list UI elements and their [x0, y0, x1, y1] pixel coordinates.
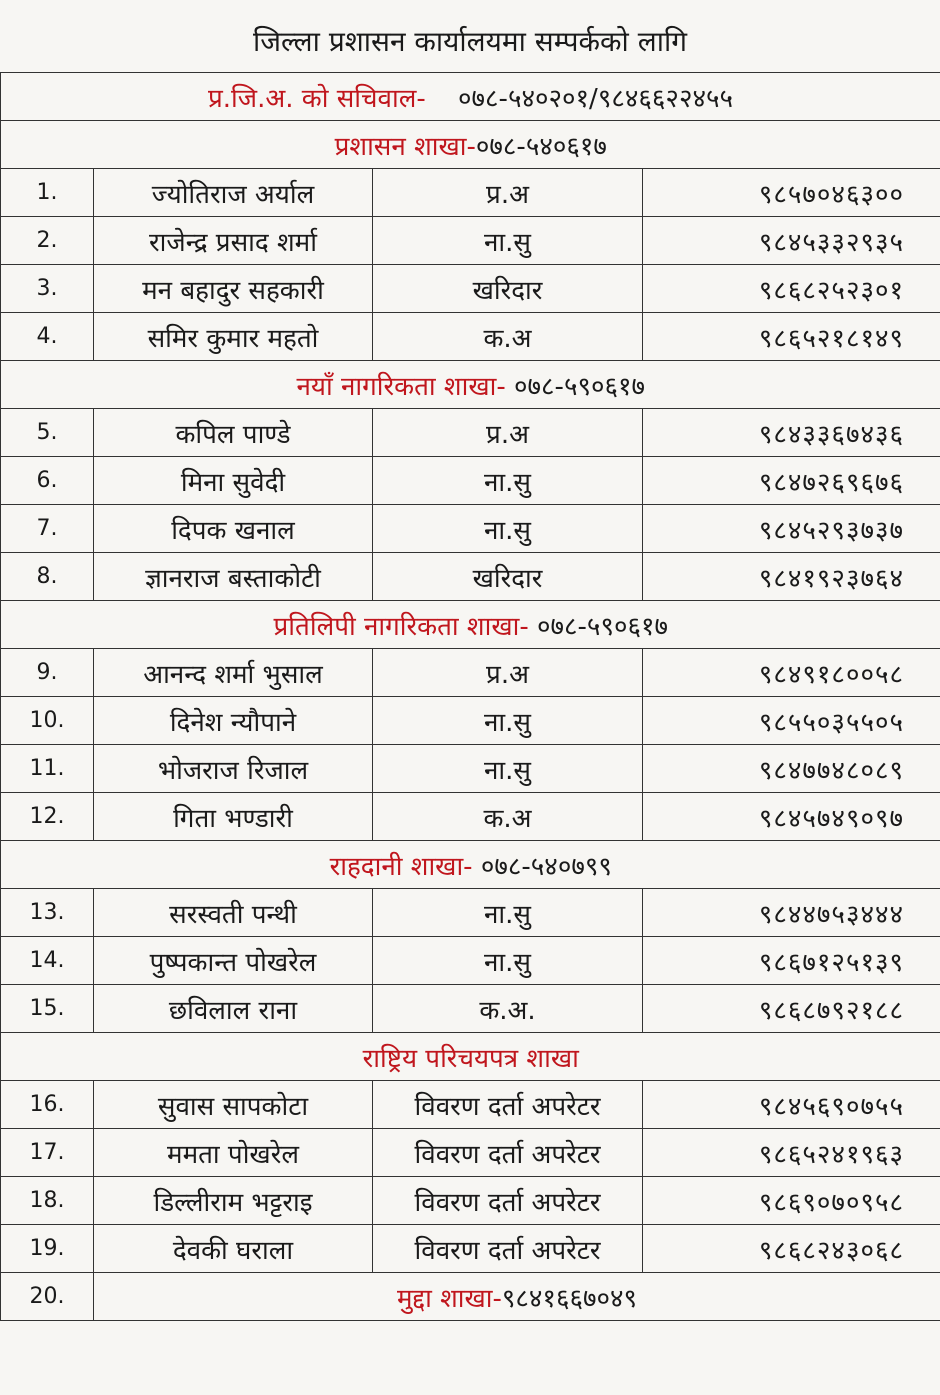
section-label: राहदानी शाखा- — [329, 851, 481, 882]
section-label: राष्ट्रिय परिचयपत्र शाखा — [362, 1043, 579, 1074]
staff-post: विवरण दर्ता अपरेटर — [373, 1225, 643, 1273]
phone-number: ९८६५२१८१४९ — [643, 313, 940, 361]
serial-number: 3. — [1, 265, 94, 313]
table-row — [1, 649, 940, 697]
staff-post: क.अ — [373, 793, 643, 841]
table-row — [1, 985, 940, 1033]
staff-name: दिपक खनाल — [94, 505, 373, 553]
table-row — [1, 889, 940, 937]
staff-post: क.अ. — [373, 985, 643, 1033]
staff-post: ना.सु — [373, 505, 643, 553]
staff-name: डिल्लीराम भट्टराइ — [94, 1177, 373, 1225]
staff-post: ना.सु — [373, 457, 643, 505]
section-label: प्रतिलिपी नागरिकता शाखा- — [273, 611, 537, 642]
serial-number: 1. — [1, 169, 94, 217]
secretary-row — [1, 73, 940, 121]
table-row — [1, 409, 940, 457]
phone-number: ९८६९०७०९५८ — [643, 1177, 940, 1225]
serial-number: 6. — [1, 457, 94, 505]
staff-name: आनन्द शर्मा भुसाल — [94, 649, 373, 697]
staff-post: विवरण दर्ता अपरेटर — [373, 1177, 643, 1225]
phone-number: ९८४९१८००५८ — [643, 649, 940, 697]
staff-name: समिर कुमार महतो — [94, 313, 373, 361]
phone-number: ९८६७१२५१३९ — [643, 937, 940, 985]
contact-table — [0, 72, 940, 1321]
phone-number: ९८४४७५३४४४ — [643, 889, 940, 937]
table-row — [1, 745, 940, 793]
staff-post: ना.सु — [373, 889, 643, 937]
table-row — [1, 793, 940, 841]
section-header-row — [1, 361, 940, 409]
table-row — [1, 697, 940, 745]
serial-number: 8. — [1, 553, 94, 601]
serial-number: 15. — [1, 985, 94, 1033]
staff-post: विवरण दर्ता अपरेटर — [373, 1129, 643, 1177]
serial-number: 20. — [1, 1273, 94, 1321]
staff-name: राजेन्द्र प्रसाद शर्मा — [94, 217, 373, 265]
staff-name: दिनेश न्यौपाने — [94, 697, 373, 745]
staff-name: भोजराज रिजाल — [94, 745, 373, 793]
phone-number: ९८४५७४९०९७ — [643, 793, 940, 841]
staff-post: ना.सु — [373, 745, 643, 793]
staff-name: पुष्पकान्त पोखरेल — [94, 937, 373, 985]
section-number: ०७८-५९०६१७ — [514, 371, 646, 402]
section-header-row — [1, 601, 940, 649]
section-header-row — [1, 841, 940, 889]
staff-name: गिता भण्डारी — [94, 793, 373, 841]
staff-name: सुवास सापकोटा — [94, 1081, 373, 1129]
phone-number: ९८४५६९०७५५ — [643, 1081, 940, 1129]
staff-post: प्र.अ — [373, 409, 643, 457]
staff-name: सरस्वती पन्थी — [94, 889, 373, 937]
table-row — [1, 457, 940, 505]
table-row — [1, 1177, 940, 1225]
serial-number: 19. — [1, 1225, 94, 1273]
table-row — [1, 265, 940, 313]
staff-post: ना.सु — [373, 937, 643, 985]
staff-name: ममता पोखरेल — [94, 1129, 373, 1177]
section-label: प्रशासन शाखा- — [334, 131, 476, 162]
table-row — [1, 553, 940, 601]
staff-post: खरिदार — [373, 265, 643, 313]
table-row — [1, 505, 940, 553]
staff-post: ना.सु — [373, 697, 643, 745]
table-row — [1, 1129, 940, 1177]
phone-number: ९८५५०३५५०५ — [643, 697, 940, 745]
phone-number: ९८४१९२३७६४ — [643, 553, 940, 601]
section-label: नयाँ नागरिकता शाखा- — [296, 371, 514, 402]
phone-number: ९८५७०४६३०० — [643, 169, 940, 217]
staff-name: मिना सुवेदी — [94, 457, 373, 505]
staff-post: क.अ — [373, 313, 643, 361]
secretary-label: प्र.जि.अ. को सचिवाल- — [208, 83, 426, 114]
table-row — [1, 313, 940, 361]
phone-number: ९८४७२६९६७६ — [643, 457, 940, 505]
section-header-row — [1, 121, 940, 169]
serial-number: 2. — [1, 217, 94, 265]
serial-number: 4. — [1, 313, 94, 361]
serial-number: 12. — [1, 793, 94, 841]
staff-name: देवकी घराला — [94, 1225, 373, 1273]
serial-number: 9. — [1, 649, 94, 697]
serial-number: 11. — [1, 745, 94, 793]
phone-number: ९८६५२४१९६३ — [643, 1129, 940, 1177]
phone-number: ९८४५३३२९३५ — [643, 217, 940, 265]
phone-number: ९८४७७४८०८९ — [643, 745, 940, 793]
section-label: मुद्दा शाखा- — [396, 1283, 502, 1314]
serial-number: 16. — [1, 1081, 94, 1129]
section-number: ९८४१६६७०४९ — [501, 1283, 638, 1314]
serial-number: 7. — [1, 505, 94, 553]
table-row — [1, 217, 940, 265]
staff-post: ना.सु — [373, 217, 643, 265]
staff-post: विवरण दर्ता अपरेटर — [373, 1081, 643, 1129]
section-number: ०७८-५४०६१७ — [475, 131, 607, 162]
phone-number: ९८४३३६७४३६ — [643, 409, 940, 457]
table-row — [1, 169, 940, 217]
document-title: जिल्ला प्रशासन कार्यालयमा सम्पर्कको लागि — [253, 25, 687, 58]
secretary-number: ०७८-५४०२०१/९८४६६२२४५५ — [458, 83, 734, 114]
section-header-row — [1, 1033, 940, 1081]
staff-name: छविलाल राना — [94, 985, 373, 1033]
last-row — [1, 1273, 940, 1321]
serial-number: 10. — [1, 697, 94, 745]
serial-number: 14. — [1, 937, 94, 985]
staff-name: ज्ञानराज बस्ताकोटी — [94, 553, 373, 601]
phone-number: ९८६८७९२१८८ — [643, 985, 940, 1033]
phone-number: ९८६८२५२३०१ — [643, 265, 940, 313]
section-number: ०७८-५९०६१७ — [536, 611, 669, 642]
staff-name: ज्योतिराज अर्याल — [94, 169, 373, 217]
staff-post: प्र.अ — [373, 649, 643, 697]
phone-number: ९८६८२४३०६८ — [643, 1225, 940, 1273]
serial-number: 18. — [1, 1177, 94, 1225]
table-row — [1, 937, 940, 985]
staff-name: कपिल पाण्डे — [94, 409, 373, 457]
phone-number: ९८४५२९३७३७ — [643, 505, 940, 553]
serial-number: 13. — [1, 889, 94, 937]
table-row — [1, 1081, 940, 1129]
serial-number: 5. — [1, 409, 94, 457]
staff-post: खरिदार — [373, 553, 643, 601]
section-number: ०७८-५४०७९९ — [480, 851, 612, 882]
staff-post: प्र.अ — [373, 169, 643, 217]
table-row — [1, 1225, 940, 1273]
staff-name: मन बहादुर सहकारी — [94, 265, 373, 313]
serial-number: 17. — [1, 1129, 94, 1177]
